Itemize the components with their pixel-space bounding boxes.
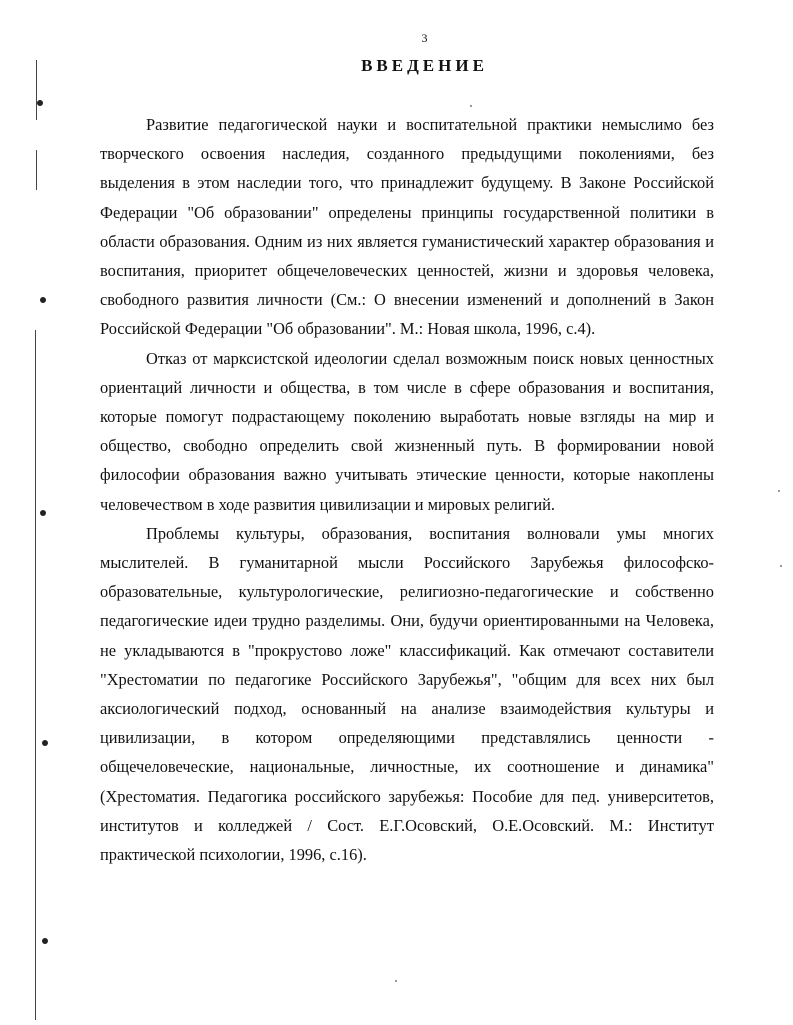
section-heading: ВВЕДЕНИЕ: [361, 56, 488, 75]
scan-speck: [395, 980, 397, 982]
scan-speck: [780, 565, 782, 567]
scan-speck: [470, 105, 472, 107]
paragraph: Развитие педагогической науки и воспитательной практики немыслимо без творческого освоения наследия, созданного предыдущими поколениями, без выделения в этом наследии того, что принадлежит будущему. В Законе Российской Федерации "Об образовании" определены принципы государственной политики в области образования. Одним из них является гуманистический характер образования и воспитания, приоритет общечеловеческих ценностей, жизни и здоровья человека, свободного развития личности (См.: О внесении изменений и дополнений в Закон Российской Федерации "Об образовании". М.: Новая школа, 1996, с.4).: [100, 115, 714, 339]
scan-edge-line: [36, 150, 37, 190]
paragraph: Проблемы культуры, образования, воспитания волновали умы многих мыслителей. В гуманитарной мысли Российского Зарубежья философско-образовательные, культурологические, религиозно-педагогические и собственно педагогические идеи трудно разделимы. Они, будучи ориентированными на Человека, не укладываются в "прокрустово ложе" классификаций. Как отмечают составители "Хрестоматии по педагогике Российского Зарубежья", "общим для всех них был аксиологический подход, основанный на анализе взаимодействия культуры и цивилизации, в котором определяющими представлялись ценности - общечеловеческие, национальные, личностные, их соотношение и динамика" (Хрестоматия. Педагогика российского зарубежья: Пособие для пед. университетов, институтов и колледжей / Сост. Е.Г.Осовский, О.Е.Осовский. М.: Институт практической психологии, 1996, с.16).: [100, 523, 714, 865]
binder-hole-mark: [42, 938, 48, 944]
paragraph: Отказ от марксистской идеологии сделал возможным поиск новых ценностных ориентаций личности и общества, в том числе в сфере образования и воспитания, которые помогут подрастающему поколению выработать новые взгляды на мир и общество, свободно определить свой жизненный путь. В формировании новой философии образования важно учитывать этические ценности, которые накоплены человечеством в ходе развития цивилизации и мировых религий.: [100, 348, 714, 514]
binder-hole-mark: [40, 510, 46, 516]
binder-hole-mark: [40, 297, 46, 303]
binder-hole-mark: [37, 100, 43, 106]
scan-speck: [778, 490, 780, 492]
body-text: [100, 110, 714, 869]
scan-edge-line: [35, 330, 36, 1020]
binder-hole-mark: [42, 740, 48, 746]
page-number: 3: [421, 31, 428, 45]
